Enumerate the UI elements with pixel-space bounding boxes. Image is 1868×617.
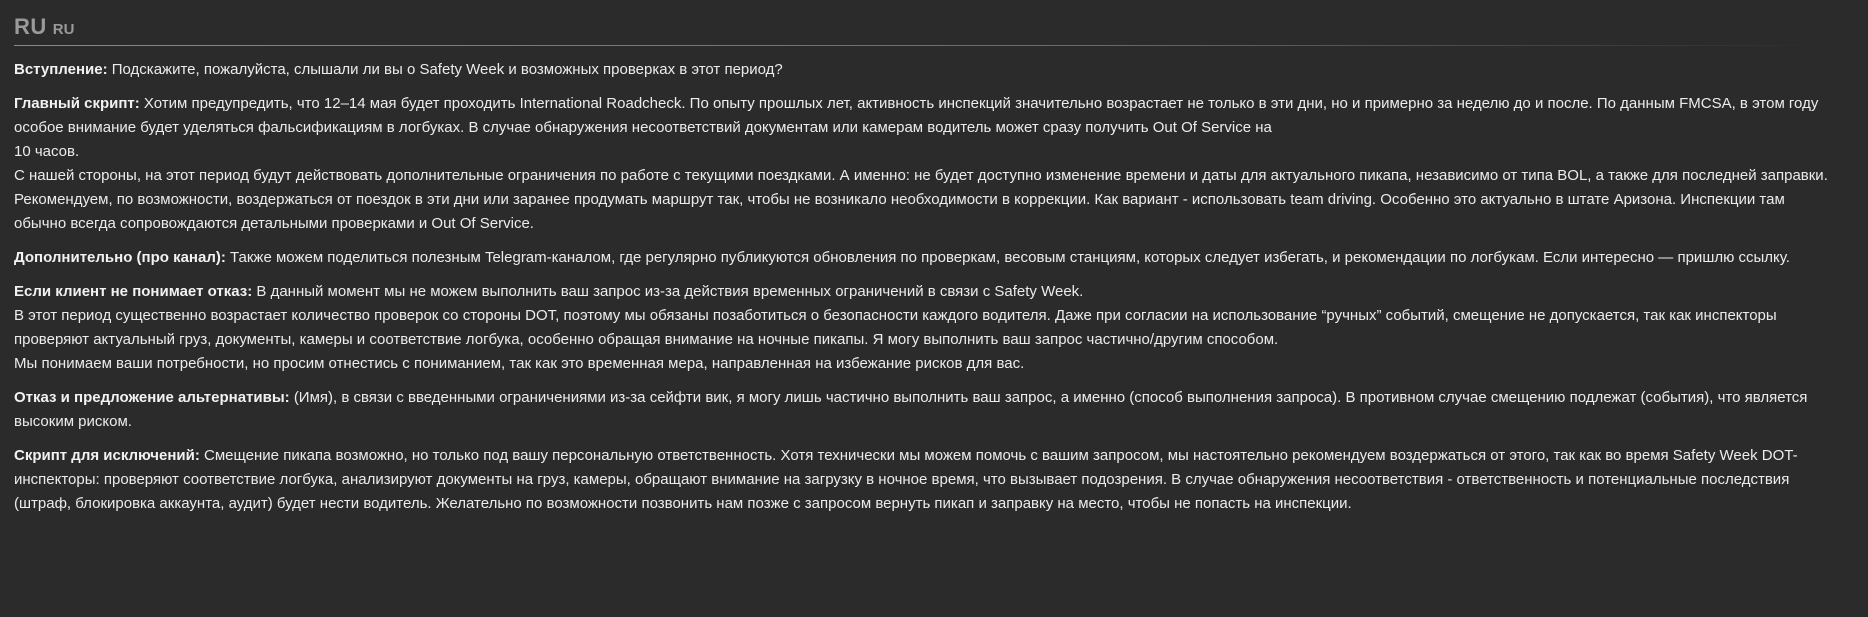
section-paragraph: Мы понимаем ваши потребности, но просим отнестись с пониманием, так как это временная мера, направленная на избежание рисков для вас. bbox=[14, 355, 1025, 372]
section-label: Дополнительно (про канал): bbox=[14, 249, 226, 266]
section-channel bbox=[14, 246, 1838, 270]
section-text: Также можем поделиться полезным Telegram-каналом, где регулярно публикуются обновления по проверкам, весовым станциям, которых следует избегать, и рекомендации по логбукам. Если интересно — пришлю ссылку. bbox=[230, 249, 1790, 266]
section-paragraph: С нашей стороны, на этот период будут действовать дополнительные ограничения по работе с текущими поездками. А именно: не будет доступно изменение времени и даты для актуального пикапа, независимо от типа BOL, а также для последней заправки. bbox=[14, 167, 1828, 184]
section-paragraph: В этот период существенно возрастает количество проверок со стороны DOT, поэтому мы обязаны позаботиться о безопасности каждого водителя. Даже при согласии на использование “ручных” событий, смещение не допускается, так как инспекторы проверяют актуальный груз, документы, камеры и соответствие логбука, особенно обращая внимание на ночные пикапы. Я могу выполнить ваш запрос частично/другим способом. bbox=[14, 307, 1777, 348]
heading-subtitle: RU bbox=[52, 21, 75, 38]
heading-title: RU bbox=[14, 14, 47, 39]
section-exceptions bbox=[14, 444, 1838, 516]
section-label: Если клиент не понимает отказ: bbox=[14, 283, 253, 300]
section-text: Смещение пикапа возможно, но только под вашу персональную ответственность. Хотя технически мы можем помочь с вашим запросом, мы настоятельно рекомендуем воздержаться от этого, так как во время Safety Week DOT-инспекторы: проверяют соответствие логбука, анализируют документы на груз, камеры, обращают внимание на загрузку в ночное время, что вызывает подозрения. В случае обнаружения несоответствия - ответственность и потенциальные последствия (штраф, блокировка аккаунта, аудит) будет нести водитель. Желательно по возможности позвонить нам позже с запросом вернуть пикап и заправку на место, чтобы не попасть на инспекции. bbox=[14, 447, 1798, 512]
section-label: Главный скрипт: bbox=[14, 95, 140, 112]
section-paragraph bbox=[14, 92, 1838, 140]
section-text: В данный момент мы не можем выполнить ваш запрос из-за действия временных ограничений в связи с Safety Week. bbox=[256, 283, 1084, 300]
section-label: Вступление: bbox=[14, 61, 108, 78]
section-refusal-explanation bbox=[14, 280, 1838, 376]
section-paragraph bbox=[14, 280, 1838, 304]
section-text: Подскажите, пожалуйста, слышали ли вы о Safety Week и возможных проверках в этот период? bbox=[111, 61, 783, 78]
section-paragraph bbox=[14, 58, 1838, 82]
section-heading bbox=[14, 10, 1838, 44]
section-alternative bbox=[14, 386, 1838, 434]
section-paragraph: 10 часов. bbox=[14, 143, 80, 160]
heading-divider bbox=[14, 45, 1824, 46]
section-paragraph bbox=[14, 444, 1838, 516]
section-intro bbox=[14, 58, 1838, 82]
section-main-script bbox=[14, 92, 1838, 236]
section-paragraph: Рекомендуем, по возможности, воздержаться от поездок в эти дни или заранее продумать маршрут так, чтобы не возникало необходимости в коррекции. Как вариант - использовать team driving. Особенно это актуально в штате Аризона. Инспекции там обычно всегда сопровождаются детальными проверками и Out Of Service. bbox=[14, 191, 1785, 232]
section-text: Хотим предупредить, что 12–14 мая будет проходить International Roadcheck. По опыту прошлых лет, активность инспекций значительно возрастает не только в эти дни, но и примерно за неделю до и после. По данным FMCSA, в этом году особое внимание будет уделяться фальсификациям в логбуках. В случае обнаружения несоответствий документам или камерам водитель может сразу получить Out Of Service на bbox=[14, 95, 1819, 136]
section-label: Скрипт для исключений: bbox=[14, 447, 200, 464]
section-text: (Имя), в связи с введенными ограничениями из-за сейфти вик, я могу лишь частично выполнить ваш запрос, а именно (способ выполнения запроса). В противном случае смещению подлежат (события), что является высоким риском. bbox=[14, 389, 1808, 430]
section-paragraph bbox=[14, 246, 1838, 270]
section-paragraph bbox=[14, 386, 1838, 434]
section-label: Отказ и предложение альтернативы: bbox=[14, 389, 290, 406]
